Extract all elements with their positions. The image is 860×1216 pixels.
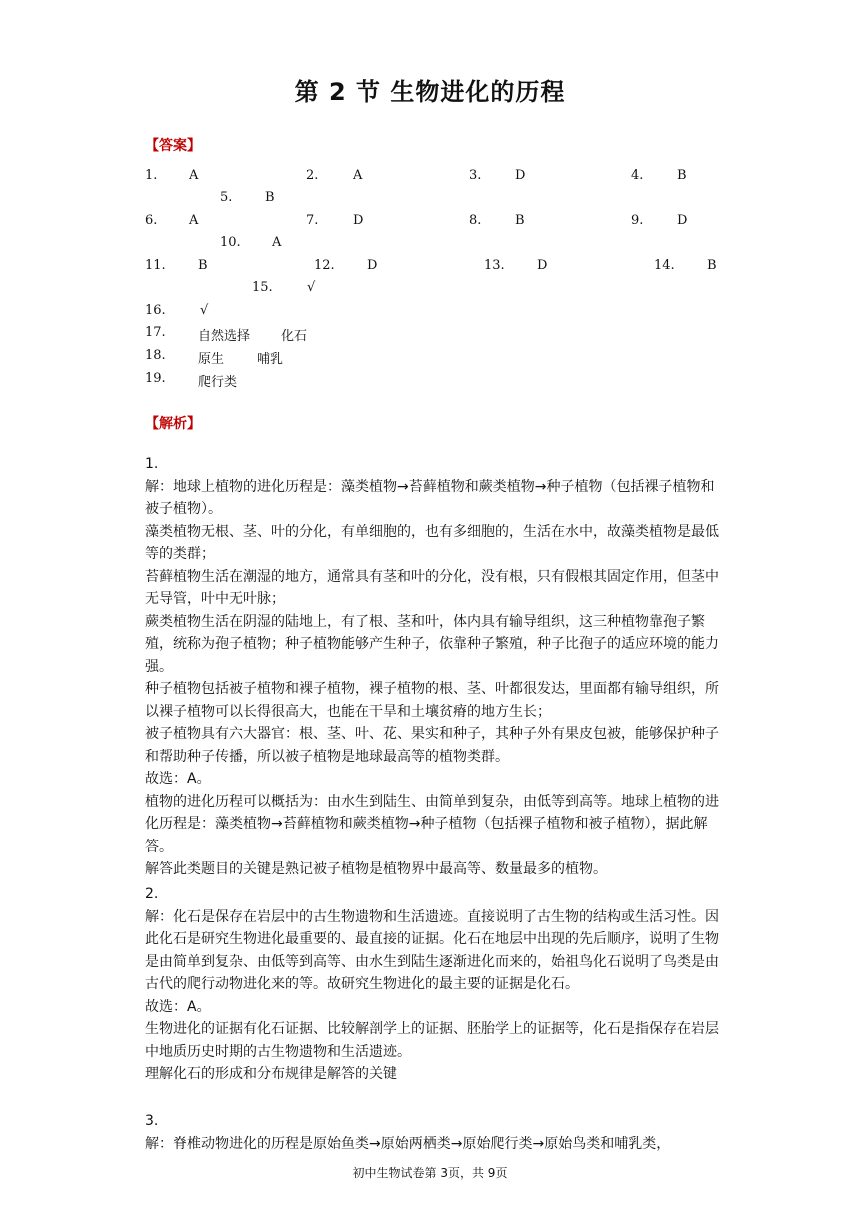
analysis-line: 故选：A。 bbox=[145, 998, 211, 1015]
answer-value: B bbox=[515, 213, 525, 228]
analysis-line: 被子植物具有六大器官：根、茎、叶、花、果实和种子，其种子外有果皮包被，能够保护种子和帮助种子传播，所以被子植物是地球最高等的植物类群。 bbox=[145, 726, 719, 765]
answer-value: 原生 bbox=[198, 352, 225, 367]
answer-number: 12. bbox=[314, 258, 335, 273]
answer-number: 10. bbox=[220, 235, 241, 250]
analysis-number: 2. bbox=[145, 886, 159, 902]
answer-number: 2. bbox=[306, 168, 319, 183]
answer-number: 17. bbox=[145, 325, 166, 340]
answer-number: 5. bbox=[220, 190, 233, 205]
analysis-line: 解答此类题目的关键是熟记被子植物是植物界中最高等、数量最多的植物。 bbox=[145, 861, 607, 877]
analysis-line: 苔藓植物生活在潮湿的地方，通常具有茎和叶的分化，没有根，只有假根其固定作用，但茎中无导管，叶中无叶脉； bbox=[145, 568, 719, 607]
answer-value: 自然选择 bbox=[198, 329, 251, 344]
analysis-number: 1. bbox=[145, 456, 159, 472]
answer-number: 16. bbox=[145, 303, 166, 318]
answer-number: 8. bbox=[469, 213, 482, 228]
answer-value: D bbox=[537, 258, 548, 273]
page-title: 第 2 节 生物进化的历程 bbox=[294, 78, 566, 106]
answer-value: D bbox=[353, 213, 364, 228]
answer-number: 9. bbox=[631, 213, 644, 228]
analysis-line: 藻类植物无根、茎、叶的分化，有单细胞的，也有多细胞的，生活在水中，故藻类植物是最低等的类群； bbox=[145, 523, 719, 562]
answer-value: A bbox=[353, 168, 363, 183]
analysis-line: 理解化石的形成和分布规律是解答的关键 bbox=[145, 1066, 397, 1082]
analysis-line: 蕨类植物生活在阴湿的陆地上，有了根、茎和叶，体内具有输导组织，这三种植物靠孢子繁殖，统称为孢子植物；种子植物能够产生种子，依靠种子繁殖，种子比孢子的适应环境的能力强。 bbox=[145, 613, 719, 675]
answer-number: 11. bbox=[145, 258, 166, 273]
answer-value: √ bbox=[200, 303, 209, 318]
answer-number: 7. bbox=[306, 213, 319, 228]
analysis-line: 生物进化的证据有化石证据、比较解剖学上的证据、胚胎学上的证据等，化石是指保存在岩层中地质历史时期的古生物遗物和生活遗迹。 bbox=[145, 1021, 719, 1060]
analysis-line: 解：地球上植物的进化历程是：藻类植物→苔藓植物和蕨类植物→种子植物（包括裸子植物和被子植物）。 bbox=[145, 478, 715, 517]
answer-value: D bbox=[367, 258, 378, 273]
answer-number: 18. bbox=[145, 348, 166, 363]
answer-number: 4. bbox=[631, 168, 644, 183]
answer-value: B bbox=[677, 168, 687, 183]
answer-value-2: 哺乳 bbox=[257, 352, 284, 367]
answer-number: 15. bbox=[252, 280, 273, 295]
answer-value-2: 化石 bbox=[281, 329, 308, 344]
analysis-3 bbox=[145, 1110, 725, 1155]
answer-value: A bbox=[189, 168, 199, 183]
answer-number: 1. bbox=[145, 168, 158, 183]
answer-number: 3. bbox=[469, 168, 482, 183]
analysis-line: 解：脊椎动物进化的历程是原始鱼类→原始两栖类→原始爬行类→原始鸟类和哺乳类， bbox=[145, 1135, 671, 1152]
answer-value: 爬行类 bbox=[198, 375, 238, 390]
answer-header: 【答案】 bbox=[145, 138, 201, 154]
analysis-1 bbox=[145, 453, 725, 881]
analysis-2 bbox=[145, 883, 725, 1086]
answer-value: A bbox=[189, 213, 199, 228]
answer-number: 14. bbox=[654, 258, 675, 273]
analysis-line: 种子植物包括被子植物和裸子植物，裸子植物的根、茎、叶都很发达，里面都有输导组织，所以裸子植物可以长得很高大，也能在干旱和土壤贫瘠的地方生长； bbox=[145, 681, 719, 720]
analysis-line: 故选：A。 bbox=[145, 771, 211, 787]
analysis-number: 3. bbox=[145, 1113, 159, 1129]
analysis-line: 解：化石是保存在岩层中的古生物遗物和生活遗迹。直接说明了古生物的结构或生活习性。因此化石是研究生物进化最重要的、最直接的证据。化石在地层中出现的先后顺序，说明了生物是由简单到复杂、由低等到高等、由水生到陆生逐渐进化而来的，始祖鸟化石说明了鸟类是由古代的爬行动物进化来的等。故研究生物进化的最主要的证据是化石。 bbox=[145, 908, 719, 992]
answer-value: B bbox=[198, 258, 208, 273]
answer-value: D bbox=[677, 213, 688, 228]
analysis-line: 植物的进化历程可以概括为：由水生到陆生、由简单到复杂，由低等到高等。地球上植物的进化历程是：藻类植物→苔藓植物和蕨类植物→种子植物（包括裸子植物和被子植物），据此解答。 bbox=[145, 793, 719, 855]
answer-value: √ bbox=[307, 280, 316, 295]
answer-value: A bbox=[272, 235, 282, 250]
answer-number: 19. bbox=[145, 371, 166, 386]
analysis-header: 【解析】 bbox=[145, 416, 201, 432]
answer-value: B bbox=[265, 190, 275, 205]
page-footer: 初中生物试卷第 3页，共 9页 bbox=[352, 1166, 508, 1180]
answer-value: B bbox=[707, 258, 717, 273]
answer-number: 13. bbox=[484, 258, 505, 273]
answer-number: 6. bbox=[145, 213, 158, 228]
answer-value: D bbox=[515, 168, 526, 183]
